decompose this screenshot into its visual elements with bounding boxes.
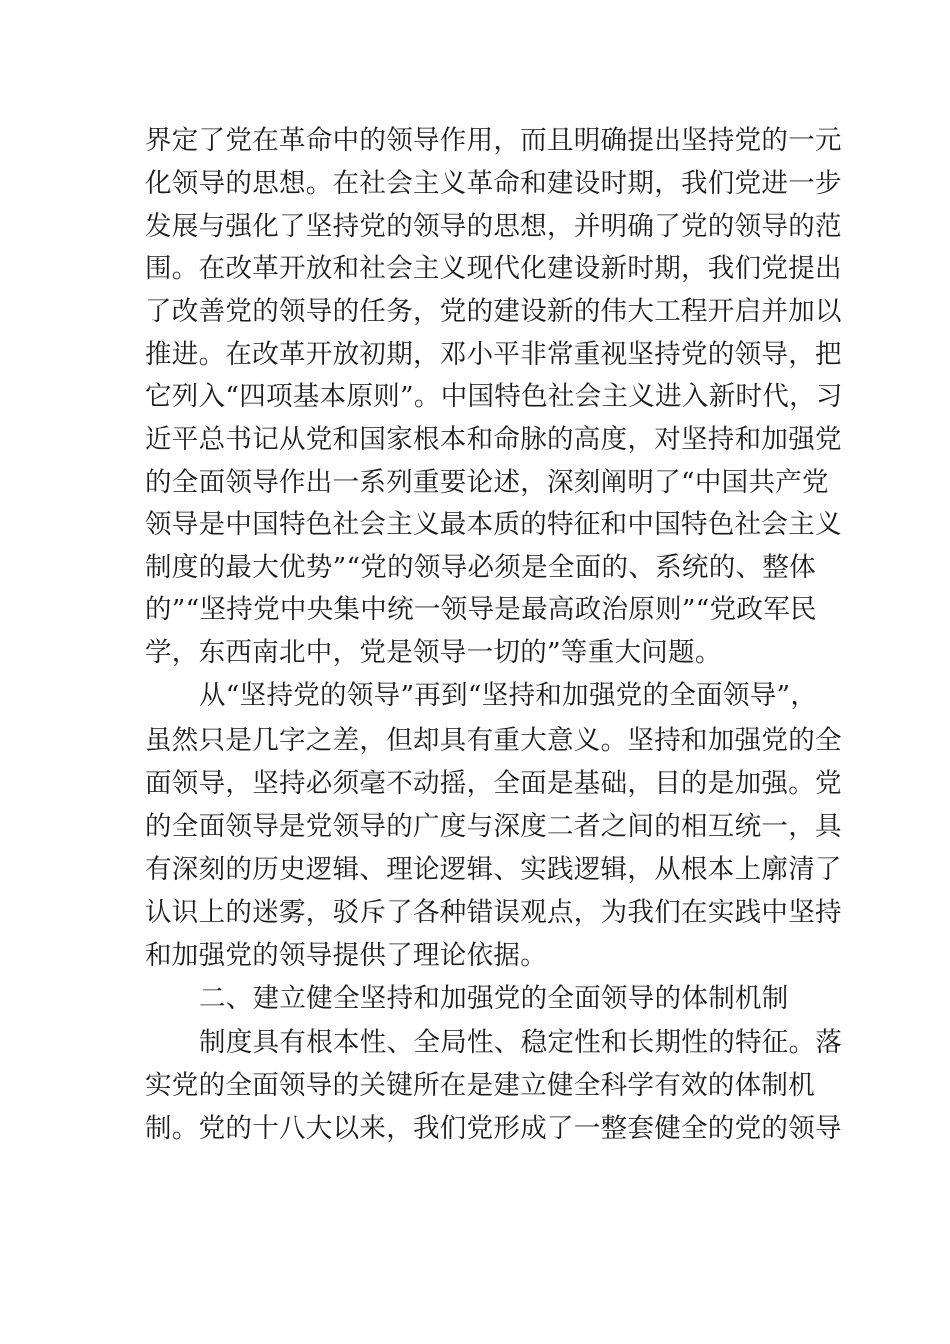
text-line: 有深刻的历史逻辑、理论逻辑、实践逻辑，从根本上廓清了 <box>145 854 842 885</box>
text-line: 它列入“四项基本原则”。中国特色社会主义进入新时代，习 <box>145 381 843 412</box>
text-line: 化领导的思想。在社会主义革命和建设时期，我们党进一步 <box>145 168 842 199</box>
text-line: 近平总书记从党和国家根本和命脉的高度，对坚持和加强党 <box>145 424 842 455</box>
text-line: 的全面领导是党领导的广度与深度二者之间的相互统一，具 <box>145 811 842 842</box>
text-line: 认识上的迷雾，驳斥了各种错误观点，为我们在实践中坚持 <box>145 897 842 928</box>
text-line: 实党的全面领导的关键所在是建立健全科学有效的体制机 <box>145 1070 815 1101</box>
text-line: 发展与强化了坚持党的领导的思想，并明确了党的领导的范 <box>145 211 842 242</box>
text-line: 制。党的十八大以来，我们党形成了一整套健全的党的领导 <box>145 1113 842 1144</box>
text-line: 虽然只是几字之差，但却具有重大意义。坚持和加强党的全 <box>145 725 842 756</box>
text-line: 的”“坚持党中央集中统一领导是最高政治原则”“党政军民 <box>145 594 817 625</box>
text-line: 面领导，坚持必须毫不动摇，全面是基础，目的是加强。党 <box>145 768 842 799</box>
paragraph-end-line: 学，东西南北中，党是领导一切的”等重大问题。 <box>145 637 722 668</box>
section-heading: 二、建立健全坚持和加强党的全面领导的体制机制 <box>199 983 789 1014</box>
text-line: 围。在改革开放和社会主义现代化建设新时期，我们党提出 <box>145 253 842 284</box>
text-line: 制度的最大优势”“党的领导必须是全面的、系统的、整体 <box>145 552 816 583</box>
paragraph-start-line: 制度具有根本性、全局性、稳定性和长期性的特征。落 <box>199 1027 843 1058</box>
text-line: 的全面领导作出一系列重要论述，深刻阐明了“中国共产党 <box>145 467 829 498</box>
text-line: 领导是中国特色社会主义最本质的特征和中国特色社会主义 <box>145 509 842 540</box>
text-line: 推进。在改革开放初期，邓小平非常重视坚持党的领导，把 <box>145 339 842 370</box>
text-line: 界定了党在革命中的领导作用，而且明确提出坚持党的一元 <box>145 125 842 156</box>
paragraph-end-line: 和加强党的领导提供了理论依据。 <box>145 940 547 971</box>
paragraph-start-line: 从“坚持党的领导”再到“坚持和加强党的全面领导”， <box>199 680 818 711</box>
text-line: 了改善党的领导的任务，党的建设新的伟大工程开启并加以 <box>145 296 842 327</box>
